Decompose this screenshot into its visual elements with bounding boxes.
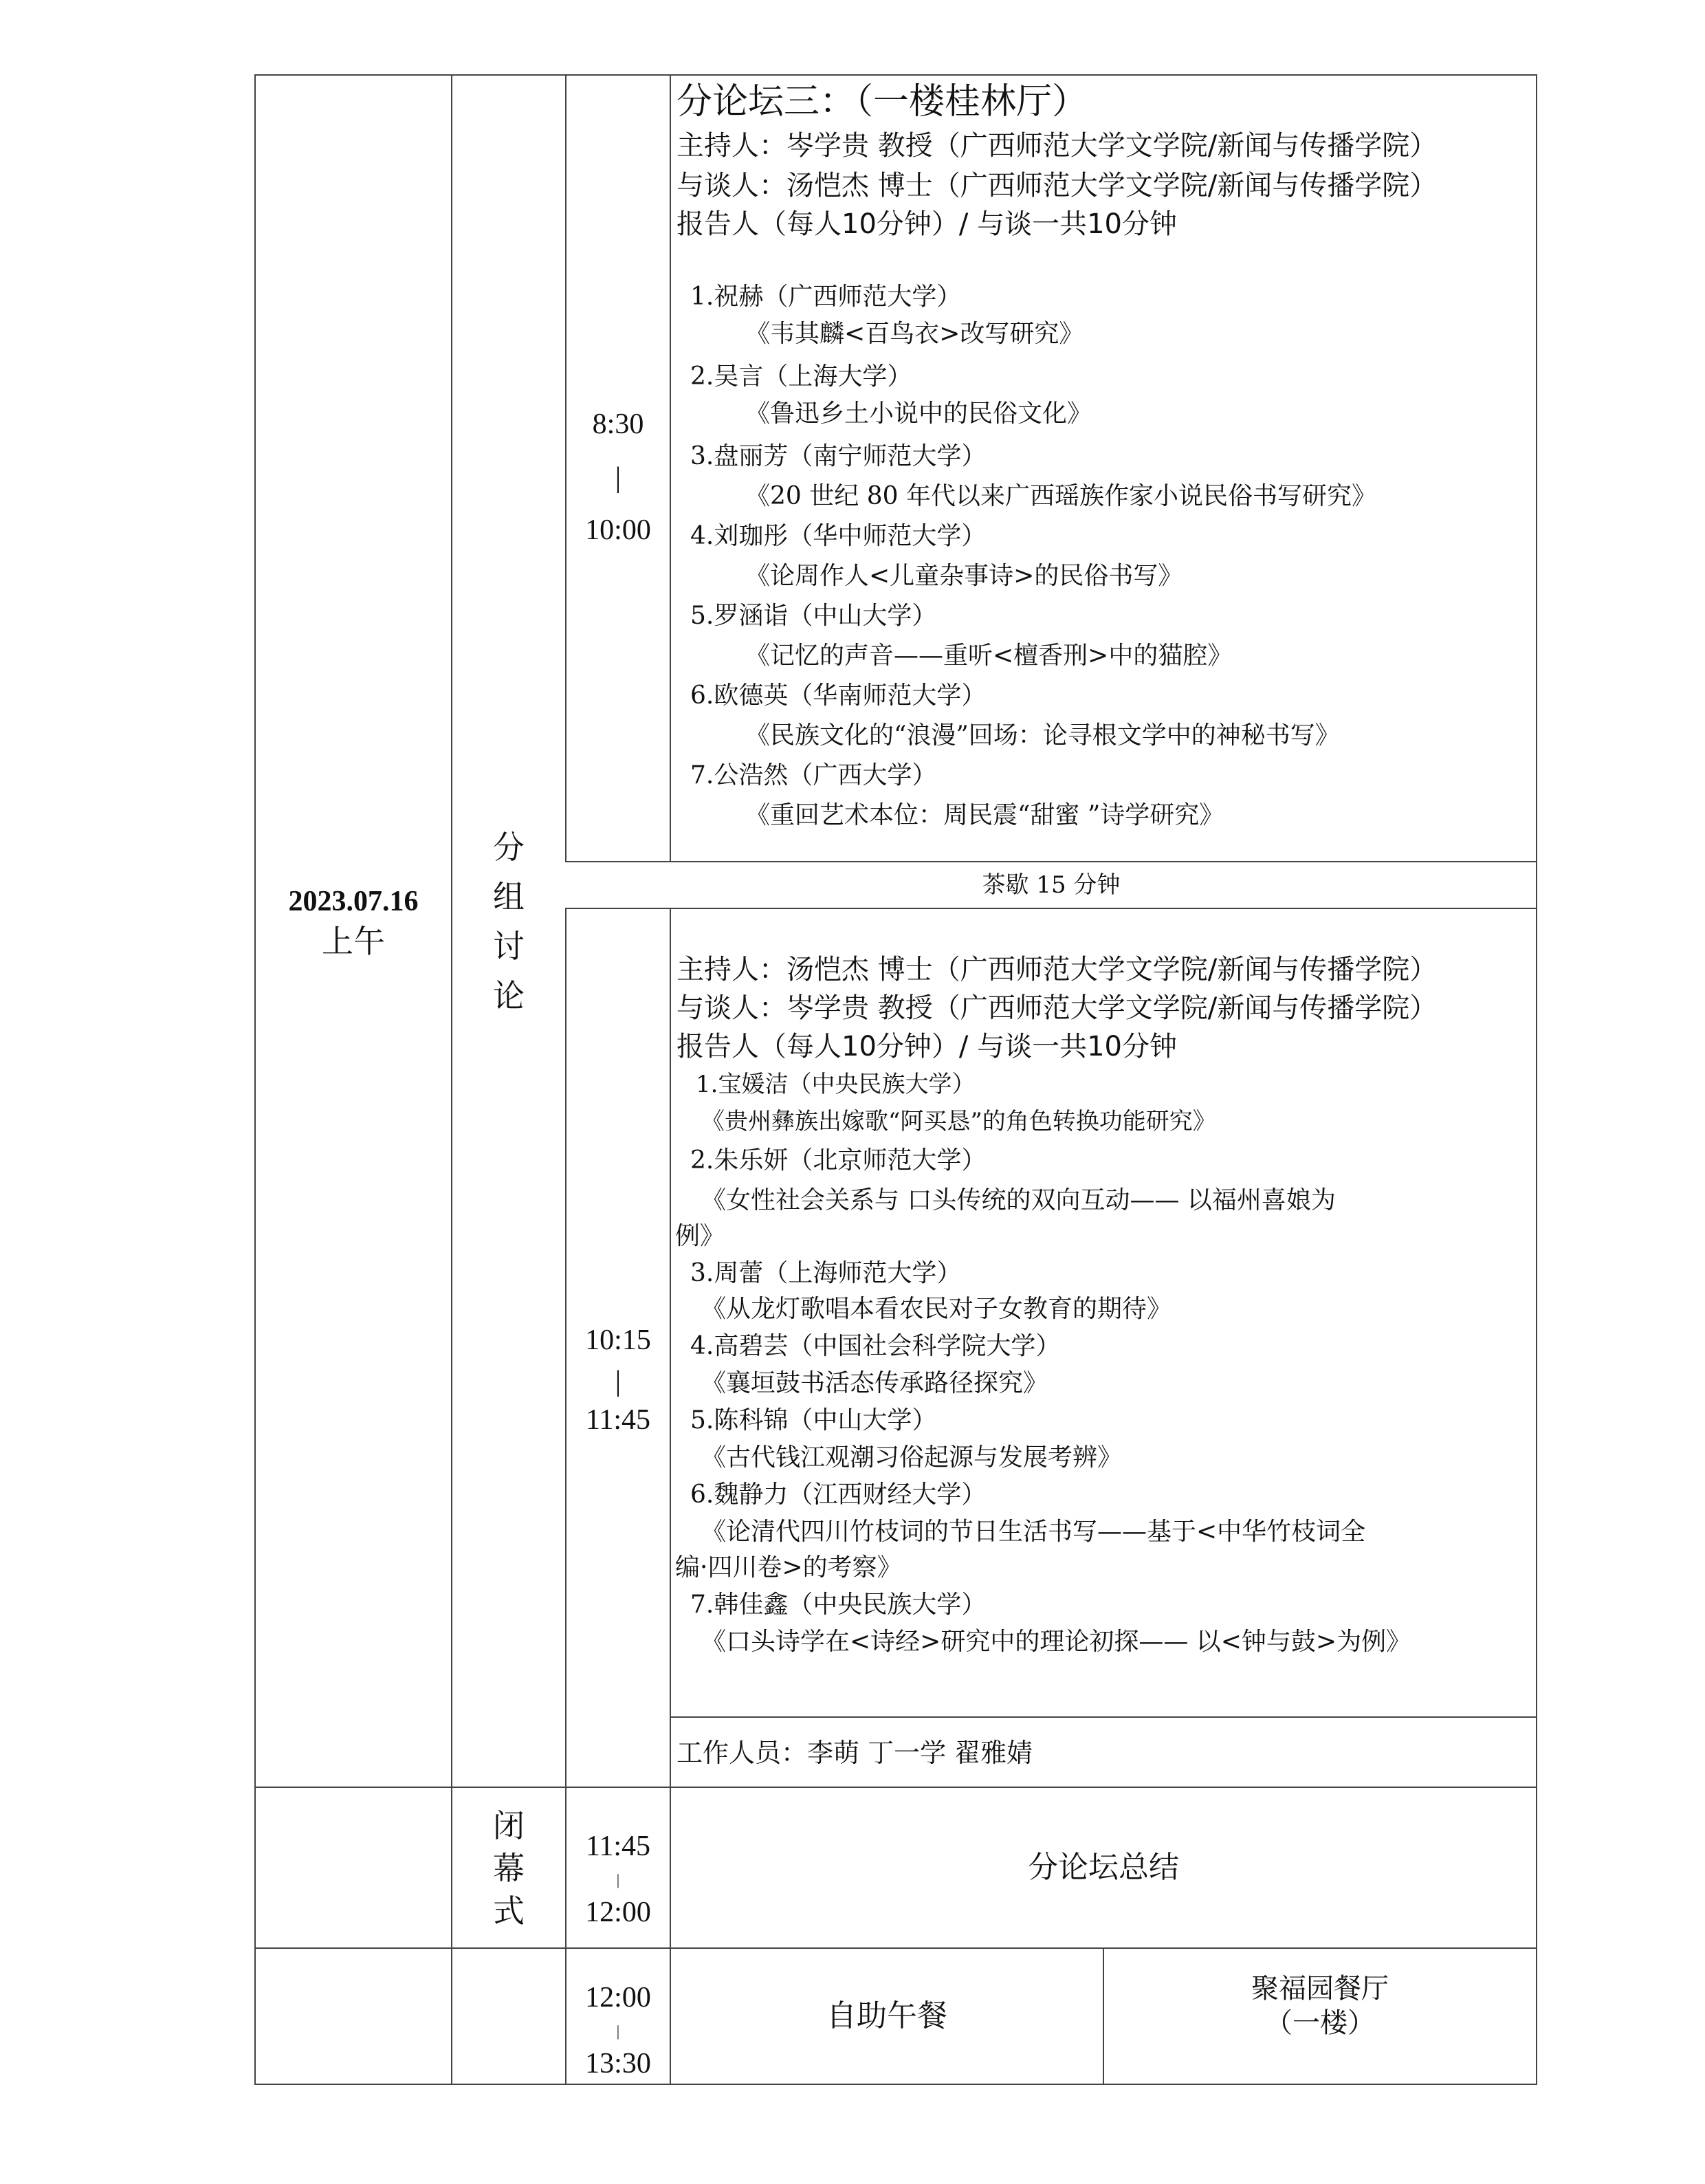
paper-title: 《鲁迅乡土小说中的民俗文化》 (745, 400, 1092, 428)
tea-break: 茶歇 15 分钟 (982, 871, 1121, 899)
speaker-line: 6.欧德英（华南师范大学） (690, 681, 987, 710)
divider-tea-bottom (565, 908, 1537, 909)
time-lunch (566, 1983, 670, 2078)
divider-staff-top (670, 1716, 1537, 1718)
speaker-line: 1.宝媛洁（中央民族大学） (696, 1071, 976, 1098)
time-end: 12:00 (585, 1897, 651, 1928)
time-session1 (566, 410, 670, 545)
divider-col-content-upper (670, 74, 671, 862)
speaker-line: 1.祝赫（广西师范大学） (690, 283, 962, 311)
speaker-line: 5.罗涵诣（中山大学） (690, 602, 937, 630)
forum-title: 分论坛三：（一楼桂林厅） (676, 81, 1088, 122)
period-text: 上午 (322, 923, 385, 960)
section-char: 式 (493, 1892, 525, 1930)
time-separator: | (616, 2022, 620, 2040)
time-separator: | (615, 1366, 622, 1397)
section-char: 论 (493, 977, 525, 1014)
discussant-line: 与谈人：岑学贵 教授（广西师范大学文学院/新闻与传播学院） (676, 992, 1438, 1024)
paper-title: 《民族文化的“浪漫”回场：论寻根文学中的神秘书写》 (745, 721, 1340, 750)
paper-title: 《襄垣鼓书活态传承路径探究》 (701, 1369, 1048, 1397)
time-separator: | (615, 462, 622, 494)
time-start: 11:45 (585, 1831, 651, 1862)
section-char: 闭 (493, 1807, 525, 1844)
time-end: 10:00 (585, 514, 651, 546)
paper-title: 《口头诗学在<诗经>研究中的理论初探—— 以<钟与鼓>为例》 (701, 1628, 1411, 1656)
paper-title: 《重回艺术本位：周民震“甜蜜 ”诗学研究》 (745, 801, 1224, 829)
date-text: 2023.07.16 (288, 886, 419, 917)
section-char: 幕 (493, 1850, 525, 1887)
time-start: 8:30 (592, 408, 644, 440)
speaker-line: 2.朱乐妍（北京师范大学） (690, 1146, 987, 1175)
rule-line: 报告人（每人10分钟）/ 与谈一共10分钟 (676, 208, 1177, 240)
time-end: 13:30 (585, 2048, 651, 2079)
speaker-line: 2.吴言（上海大学） (690, 362, 912, 391)
staff-line: 工作人员：李萌 丁一学 翟雅婧 (676, 1738, 1033, 1768)
table-border-left (254, 74, 256, 2085)
paper-title: 《韦其麟<百鸟衣>改写研究》 (745, 320, 1084, 348)
time-start: 10:15 (585, 1324, 651, 1356)
time-end: 11:45 (585, 1404, 651, 1436)
section-char: 组 (493, 878, 525, 915)
speaker-line: 3.盘丽芳（南宁师范大学） (690, 442, 987, 470)
paper-title-continued: 编·四川卷>的考察》 (675, 1553, 902, 1582)
speaker-line: 4.高碧芸（中国社会科学院大学） (690, 1332, 1061, 1360)
paper-title: 《贵州彝族出嫁歌“阿买恳”的角色转换功能研究》 (701, 1108, 1216, 1135)
paper-title: 《论清代四川竹枝词的节日生活书写——基于<中华竹枝词全 (701, 1518, 1366, 1546)
paper-title: 《古代钱江观潮习俗起源与发展考辨》 (701, 1443, 1123, 1472)
section-char: 讨 (493, 928, 525, 965)
divider-tea-top (565, 861, 1537, 862)
section-closing-label (452, 1804, 565, 1932)
speaker-line: 4.刘珈彤（华中师范大学） (690, 522, 987, 550)
section-char: 分 (493, 829, 525, 866)
speaker-line: 7.公浩然（广西大学） (690, 761, 937, 789)
table-border-bottom (254, 2084, 1537, 2085)
speaker-line: 6.魏静力（江西财经大学） (690, 1481, 987, 1509)
time-session2 (566, 1326, 670, 1434)
section-discussion-label (452, 822, 565, 1020)
table-border-top (254, 74, 1537, 76)
time-separator: | (616, 1871, 620, 1888)
paper-title: 《从龙灯歌唱本看农民对子女教育的期待》 (701, 1295, 1172, 1323)
divider-closing-top (254, 1787, 1537, 1788)
divider-col-section (451, 74, 452, 2085)
discussant-line: 与谈人：汤恺杰 博士（广西师范大学文学院/新闻与传播学院） (676, 170, 1438, 201)
date-cell (256, 886, 451, 960)
paper-title: 《论周作人<儿童杂事诗>的民俗书写》 (745, 562, 1183, 590)
closing-content: 分论坛总结 (1028, 1850, 1179, 1885)
speaker-line: 5.陈科锦（中山大学） (690, 1406, 937, 1434)
lunch-venue (1104, 1975, 1536, 2037)
time-closing (566, 1832, 670, 1927)
time-start: 12:00 (585, 1982, 651, 2013)
paper-title: 《女性社会关系与 口头传统的双向互动—— 以福州喜娘为 (701, 1186, 1336, 1214)
venue-note: （一楼） (1265, 2007, 1375, 2039)
venue-name: 聚福园餐厅 (1251, 1973, 1389, 2005)
paper-title-continued: 例》 (675, 1222, 725, 1250)
lunch-content: 自助午餐 (826, 1998, 947, 2033)
table-border-right (1536, 74, 1537, 2085)
divider-lunch-top (254, 1947, 1537, 1949)
speaker-line: 7.韩佳鑫（中央民族大学） (690, 1591, 987, 1619)
rule-line: 报告人（每人10分钟）/ 与谈一共10分钟 (676, 1031, 1177, 1062)
paper-title: 《记忆的声音——重听<檀香刑>中的猫腔》 (745, 642, 1233, 670)
speaker-line: 3.周蕾（上海师范大学） (690, 1259, 962, 1287)
host-line: 主持人：汤恺杰 博士（广西师范大学文学院/新闻与传播学院） (676, 954, 1438, 985)
divider-col-content-lower (670, 908, 671, 2085)
paper-title: 《20 世纪 80 年代以来广西瑶族作家小说民俗书写研究》 (745, 482, 1376, 510)
host-line: 主持人：岑学贵 教授（广西师范大学文学院/新闻与传播学院） (676, 130, 1438, 162)
